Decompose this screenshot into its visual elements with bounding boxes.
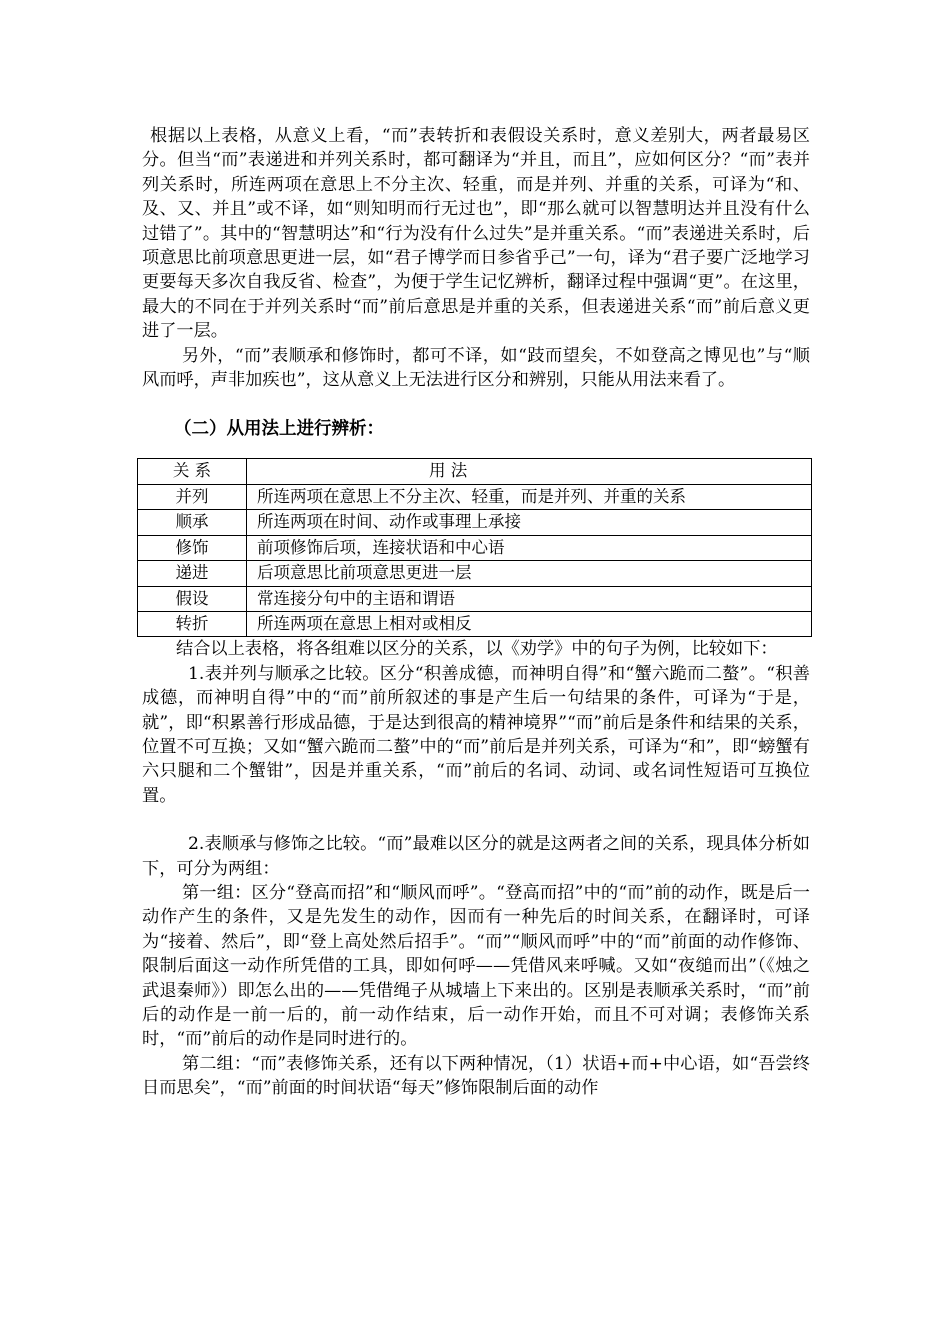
- usage-table: [137, 458, 812, 637]
- table-cell-relation: 并列: [138, 484, 247, 509]
- table-cell-usage: 常连接分句中的主语和谓语: [247, 586, 812, 611]
- document-page: [142, 124, 810, 1101]
- table-cell-usage: 所连两项在意思上相对或相反: [247, 611, 812, 636]
- paragraph-intro: 结合以上表格，将各组难以区分的关系，以《劝学》中的句子为例，比较如下：: [176, 639, 778, 660]
- paragraph-group-one: 第一组：区分“登高而招”和“顺风而呼”。“登高而招”中的“而”前的动作，既是后一动作产生的条件，又是先发生的动作，因而有一种先后的时间关系，在翻译时，可译为“接着、然后”，即“登上高处然后招手”。“而”“顺风而呼”中的“而”前面的动作修饰、限制后面这一动作所凭借的工具，即如何呼——凭借风来呼喊。又如“夜缒而出”（《烛之武退秦师》）即怎么出的——凭借绳子从城墙上下来出的。区别是表顺承关系时，“而”前后的动作是一前一后的，前一动作结束，后一动作开始，而且不可对调；表修饰关系时，“而”前后的动作是同时进行的。: [142, 882, 810, 1050]
- table-row: [138, 586, 812, 611]
- table-row: [138, 561, 812, 586]
- paragraph-shuncheng-xiushi: 另外，“而”表顺承和修饰时，都可不译，如“跂而望矣，不如登高之博见也”与“顺风而呼，声非加疾也”，这从意义上无法进行区分和辨别，只能从用法来看了。: [142, 345, 810, 391]
- table-cell-relation: 假设: [138, 586, 247, 611]
- table-cell-usage: 后项意思比前项意思更进一层: [247, 561, 812, 586]
- spacer: [142, 392, 810, 416]
- paragraph-group-two: 第二组：“而”表修饰关系，还有以下两种情况，（1）状语+而+中心语，如“吾尝终日而思矣”，“而”前面的时间状语“每天”修饰限制后面的动作: [142, 1053, 810, 1099]
- paragraph-meaning-comparison: 根据以上表格，从意义上看，“而”表转折和表假设关系时，意义差别大，两者最易区分。但当“而”表递进和并列关系时，都可翻译为“并且，而且”，应如何区分？“而”表并列关系时，所连两项在意思上不分主次、轻重，而是并列、并重的关系，可译为“和、及、又、并且”或不译，如“则知明而行无过也”，即“那么就可以智慧明达并且没有什么过错了”。其中的“智慧明达”和“行为没有什么过失”是并重关系。“而”表递进关系时，后项意思比前项意思更进一层，如“君子博学而日参省乎己”一句，译为“君子要广泛地学习更要每天多次自我反省、检查”，为便于学生记忆辨析，翻译过程中强调“更”。在这里，最大的不同在于并列关系时“而”前后意思是并重的关系，但表递进关系“而”前后意义更进了一层。: [142, 126, 810, 342]
- table-row: [138, 535, 812, 560]
- table-cell-relation: 递进: [138, 561, 247, 586]
- table-cell-usage: 所连两项在时间、动作或事理上承接: [247, 510, 812, 535]
- section-heading: （二）从用法上进行辨析：: [174, 419, 384, 440]
- table-row: [138, 611, 812, 636]
- table-cell-relation: 顺承: [138, 510, 247, 535]
- paragraph-shuncheng-xiushi-compare: 2.表顺承与修饰之比较。“而”最难以区分的就是这两者之间的关系，现具体分析如下，可分为两组：: [142, 834, 810, 879]
- table-cell-usage: 所连两项在意思上不分主次、轻重，而是并列、并重的关系: [247, 484, 812, 509]
- table-header-relation: 关 系: [138, 459, 247, 484]
- table-row: [138, 510, 812, 535]
- spacer: [142, 808, 810, 832]
- table-header-usage: 用 法: [247, 459, 812, 484]
- table-cell-relation: 修饰: [138, 535, 247, 560]
- table-cell-relation: 转折: [138, 611, 247, 636]
- paragraph-bingli-shuncheng: 1.表并列与顺承之比较。区分“积善成德，而神明自得”和“蟹六跪而二螯”。“积善成德，而神明自得”中的“而”前所叙述的事是产生后一句结果的条件，可译为“于是，就”，即“积累善行形成品德，于是达到很高的精神境界”“而”前后是条件和结果的关系，位置不可互换；又如“蟹六跪而二螯”中的“而”前后是并列关系，可译为“和”，即“螃蟹有六只腿和二个蟹钳”，因是并重关系，“而”前后的名词、动词、或名词性短语可互换位置。: [142, 663, 810, 806]
- table-header-row: [138, 459, 812, 484]
- table-cell-usage: 前项修饰后项，连接状语和中心语: [247, 535, 812, 560]
- table-row: [138, 484, 812, 509]
